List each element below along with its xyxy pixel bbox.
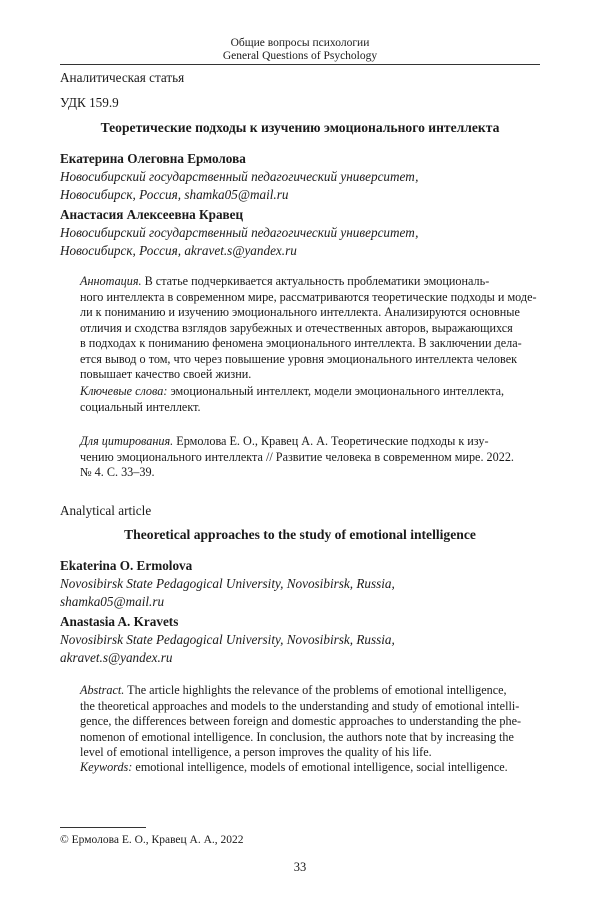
abstract-line: gence, the differences between foreign and domestic approaches to understanding the phe- <box>80 714 522 728</box>
citation-line: чению эмоционального интеллекта // Развитие человека в современном мире. 2022. <box>80 449 514 464</box>
author-name-2-ru: Анастасия Алексеевна Кравец <box>60 207 244 222</box>
keywords-line: социальный интеллект. <box>80 399 201 414</box>
affiliation-line: Новосибирск, Россия, akravet.s@yandex.ru <box>60 243 297 258</box>
author-name-2-en: Anastasia A. Kravets <box>60 614 179 629</box>
footnote-divider <box>60 827 146 828</box>
annotation-line: ется вывод о том, что через повышение уровня эмоционального интеллекта человек <box>80 351 518 366</box>
author-affiliation-1-en <box>60 575 395 611</box>
header-divider <box>60 64 540 65</box>
abstract-line: nomenon of emotional intelligence. In conclusion, the authors note that by increasing the <box>80 729 514 744</box>
udc-code: УДК 159.9 <box>60 95 119 110</box>
affiliation-line: Новосибирск, Россия, shamka05@mail.ru <box>60 187 289 202</box>
keywords-label-en: Keywords: <box>80 760 133 774</box>
annotation-line: в подходах к пониманию феномена эмоционального интеллекта. В заключении дела- <box>80 336 522 350</box>
annotation-line: повышает качество своей жизни. <box>80 367 252 381</box>
keywords-label-ru: Ключевые слова: <box>80 384 168 398</box>
abstract-line: The article highlights the relevance of the problems of emotional intelligence, <box>124 683 507 697</box>
affiliation-line: shamka05@mail.ru <box>60 594 165 609</box>
annotation-line: В статье подчеркивается актуальность проблематики эмоциональ- <box>141 274 490 288</box>
abstract-line: the theoretical approaches and models to the understanding and study of emotional intelli- <box>80 698 520 713</box>
running-header-en: General Questions of Psychology <box>222 50 378 62</box>
page-number: 33 <box>293 860 307 874</box>
annotation-line: отличия и сходства взглядов зарубежных и отечественных авторов, выражающихся <box>80 320 513 335</box>
keywords-line: эмоциональный интеллект, модели эмоционального интеллекта, <box>167 384 505 398</box>
annotation-line: ного интеллекта в современном мире, рассматриваются теоретические подходы и моде- <box>80 289 537 304</box>
abstract-en <box>80 683 540 761</box>
author-name-1-ru: Екатерина Олеговна Ермолова <box>60 151 246 166</box>
keywords-ru <box>80 384 540 415</box>
affiliation-line: akravet.s@yandex.ru <box>60 650 173 665</box>
annotation-line: ли к пониманию и изучению эмоционального интеллекта. Анализируются основные <box>80 305 520 319</box>
article-type-ru: Аналитическая статья <box>60 70 185 85</box>
citation-ru <box>80 434 540 481</box>
citation-label: Для цитирования. <box>80 434 174 448</box>
annotation-label: Аннотация. <box>80 274 142 288</box>
article-title-ru: Теоретические подходы к изучению эмоционального интеллекта <box>100 120 500 135</box>
annotation-ru <box>80 274 540 383</box>
author-affiliation-1-ru <box>60 168 418 204</box>
running-header <box>60 37 540 63</box>
citation-line: Ермолова Е. О., Кравец А. А. Теоретические подходы к изу- <box>173 434 489 448</box>
author-name-1-en: Ekaterina O. Ermolova <box>60 558 193 573</box>
affiliation-line: Novosibirsk State Pedagogical University, Novosibirsk, Russia, <box>60 576 395 591</box>
abstract-label: Abstract. <box>80 683 125 697</box>
author-affiliation-2-ru <box>60 224 418 260</box>
author-affiliation-2-en <box>60 631 395 667</box>
citation-line: № 4. С. 33–39. <box>80 465 155 479</box>
affiliation-line: Новосибирский государственный педагогический университет, <box>60 225 419 240</box>
copyright-footnote: © Ермолова Е. О., Кравец А. А., 2022 <box>60 834 244 846</box>
keywords-text-en: emotional intelligence, models of emotional intelligence, social intelligence. <box>132 760 508 774</box>
affiliation-line: Novosibirsk State Pedagogical University, Novosibirsk, Russia, <box>60 632 395 647</box>
keywords-en <box>80 760 550 776</box>
article-title-en: Theoretical approaches to the study of emotional intelligence <box>124 527 476 542</box>
running-header-ru: Общие вопросы психологии <box>230 37 370 49</box>
affiliation-line: Новосибирский государственный педагогический университет, <box>60 169 419 184</box>
article-type-en: Analytical article <box>60 503 152 518</box>
abstract-line: level of emotional intelligence, a person improves the quality of his life. <box>80 745 432 759</box>
